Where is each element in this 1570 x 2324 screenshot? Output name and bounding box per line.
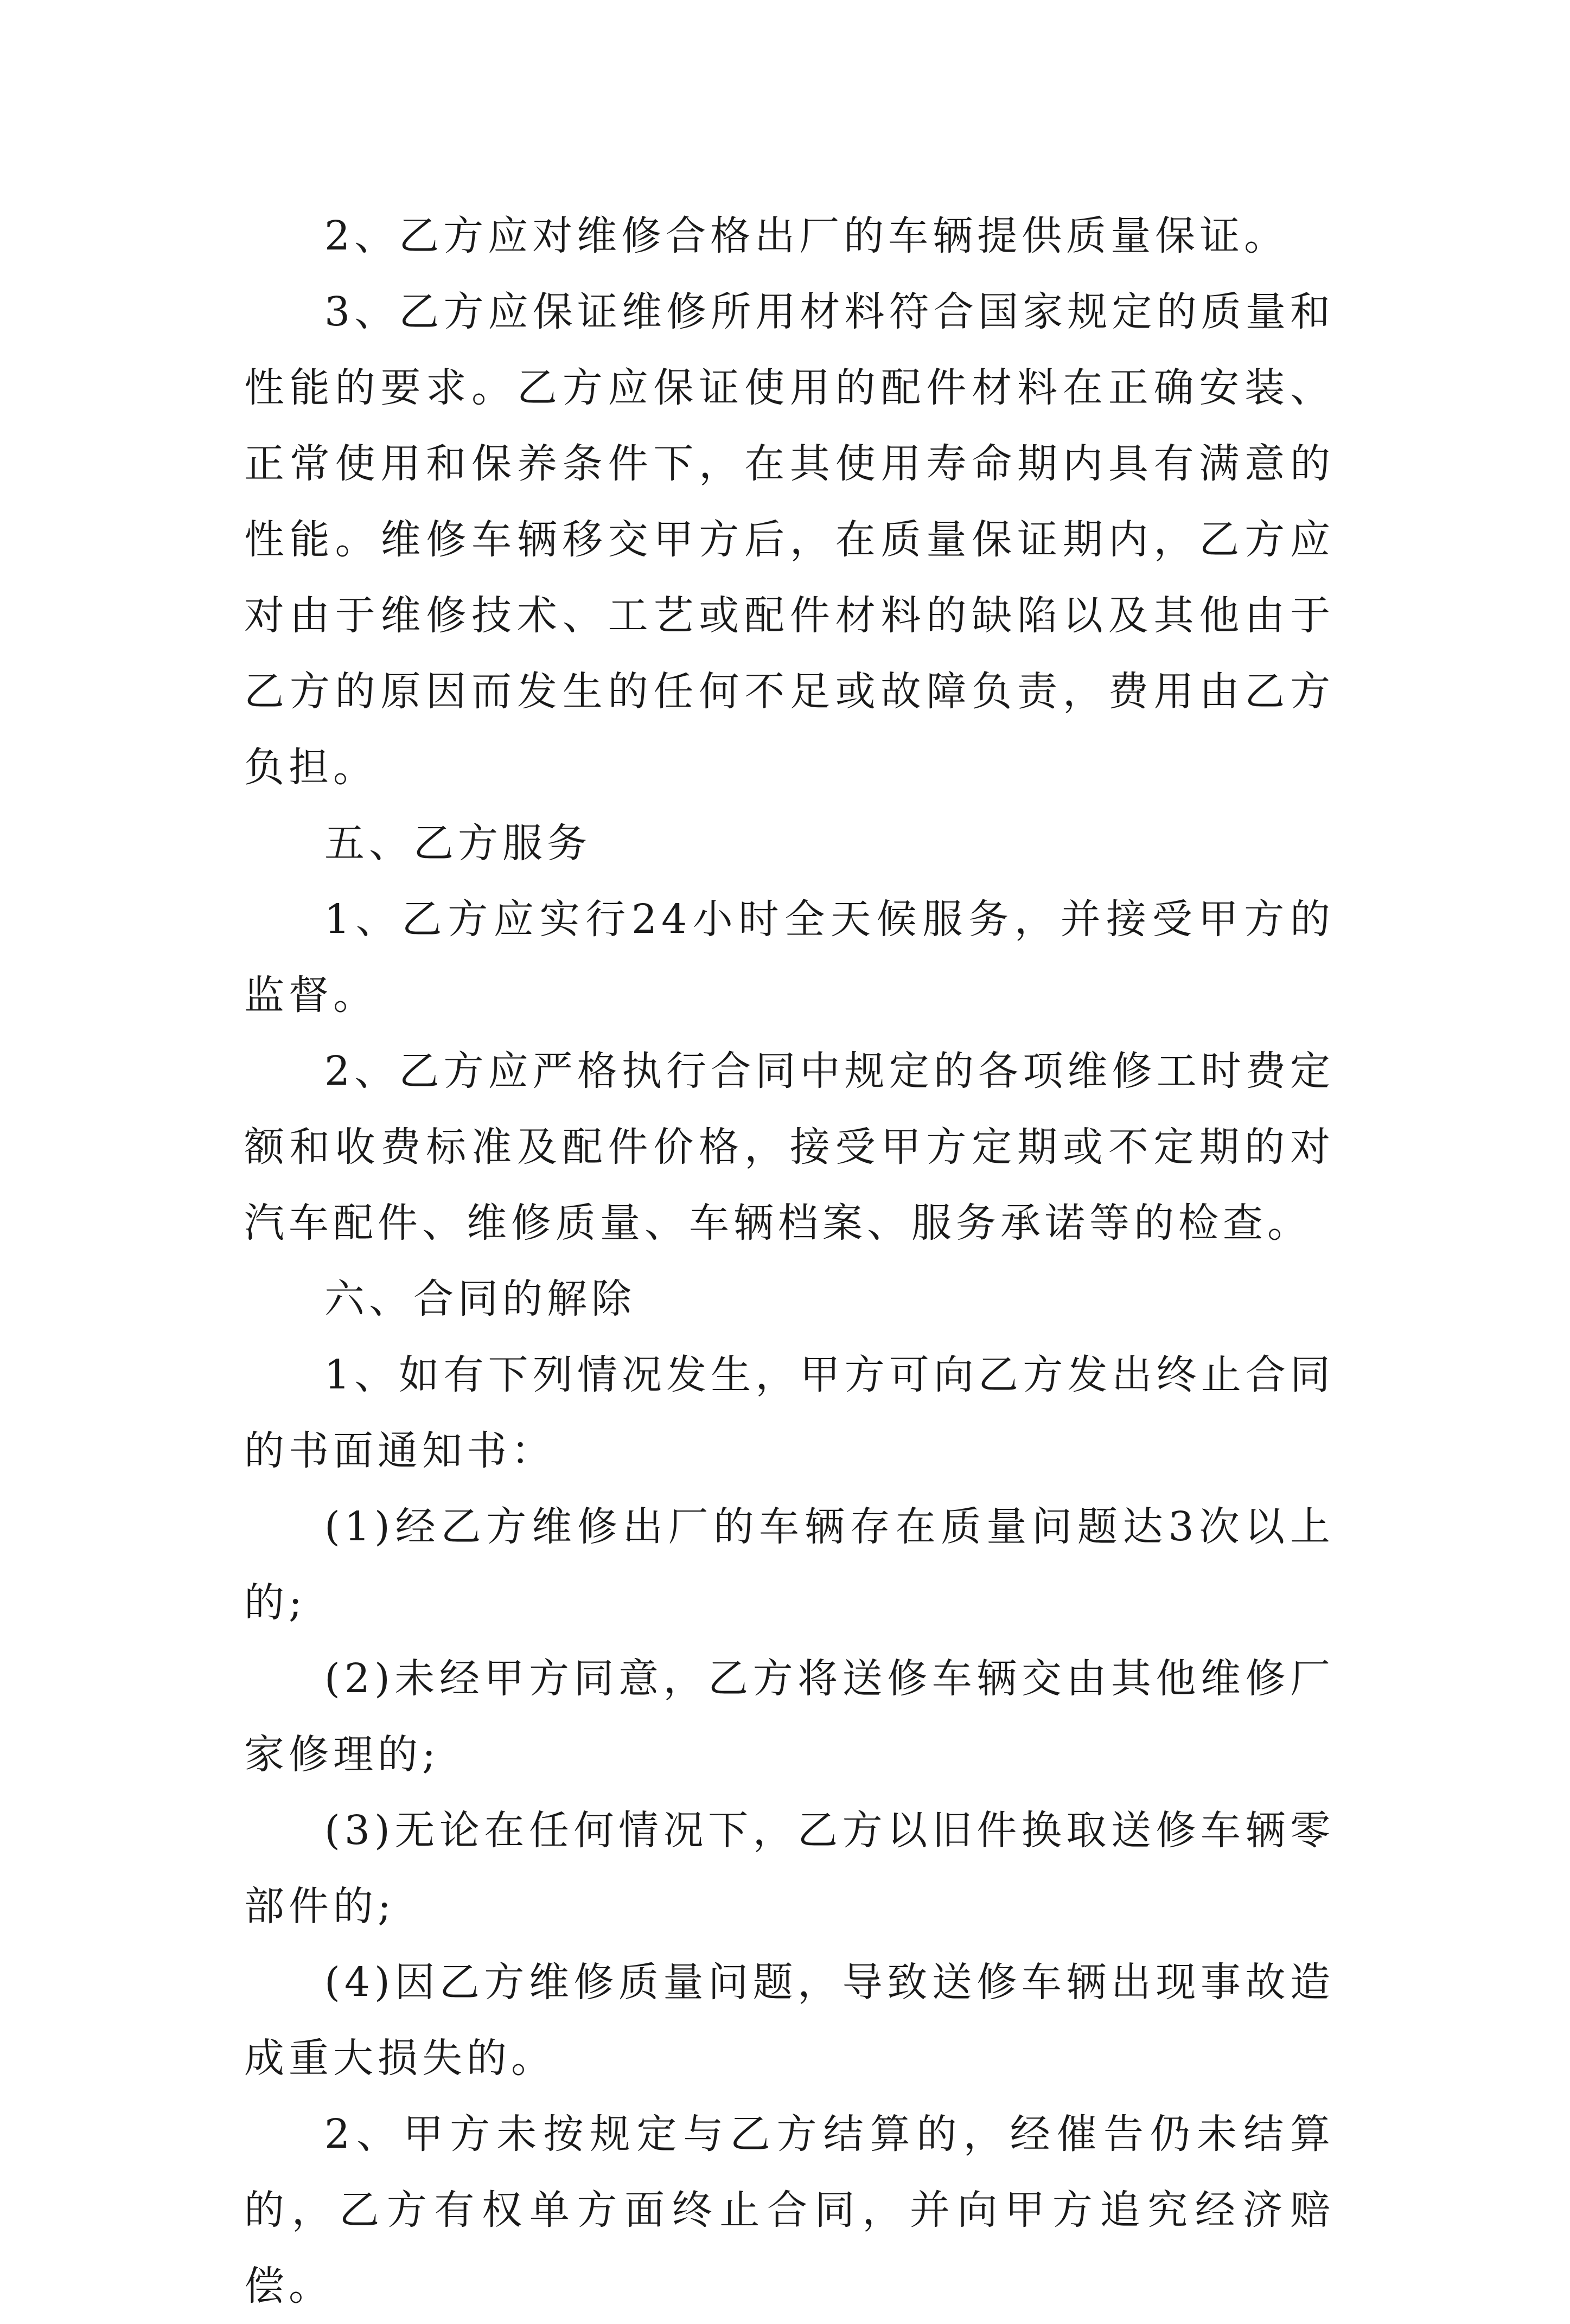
list-item-termination-2: (2)未经甲方同意，乙方将送修车辆交由其他维修厂家修理的; — [244, 1655, 1335, 1778]
paragraph-settlement-termination: 2、甲方未按规定与乙方结算的，经催告仍未结算的，乙方有权单方面终止合同，并向甲方追究经济赔偿。 — [244, 2111, 1335, 2309]
section-heading-termination: 六、合同的解除 — [324, 1276, 636, 1322]
list-item-termination-1: (1)经乙方维修出厂的车辆存在质量问题达3次以上的; — [244, 1503, 1335, 1626]
list-item-termination-3: (3)无论在任何情况下，乙方以旧件换取送修车辆零部件的; — [244, 1807, 1335, 1930]
section-heading-service: 五、乙方服务 — [324, 820, 591, 867]
document-body — [244, 198, 1335, 2324]
paragraph-termination-notice: 1、如有下列情况发生，甲方可向乙方发出终止合同的书面通知书： — [244, 1352, 1335, 1474]
list-item-termination-4: (4)因乙方维修质量问题，导致送修车辆出现事故造成重大损失的。 — [244, 1959, 1335, 2082]
paragraph-pricing-inspection: 2、乙方应严格执行合同中规定的各项维修工时费定额和收费标准及配件价格，接受甲方定期或不定期的对汽车配件、维修质量、车辆档案、服务承诺等的检查。 — [244, 1048, 1335, 1246]
paragraph-24h-service: 1、乙方应实行24小时全天候服务，并接受甲方的监督。 — [244, 896, 1335, 1019]
paragraph-quality-guarantee: 2、乙方应对维修合格出厂的车辆提供质量保证。 — [324, 213, 1289, 259]
paragraph-materials-requirement: 3、乙方应保证维修所用材料符合国家规定的质量和性能的要求。乙方应保证使用的配件材料在正确安装、正常使用和保养条件下，在其使用寿命期内具有满意的性能。维修车辆移交甲方后，在质量保证期内，乙方应对由于维修技术、工艺或配件材料的缺陷以及其他由于乙方的原因而发生的任何不足或故障负责，费用由乙方负担。 — [244, 289, 1335, 791]
